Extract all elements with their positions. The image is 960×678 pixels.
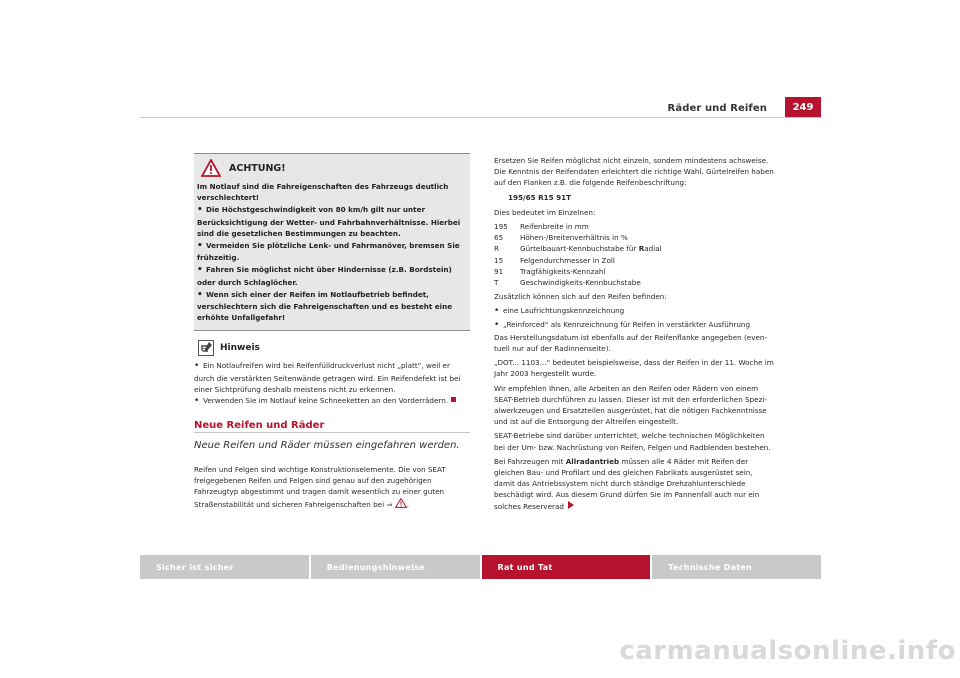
tab-technische-daten[interactable]: Technische Daten (652, 555, 821, 579)
spec-row: 195 Reifenbreite in mm (494, 222, 589, 232)
section-subtitle: Neue Reifen und Räder müssen eingefahren werden. (194, 440, 460, 451)
extras-intro: Zusätzlich können sich auf den Reifen befinden: (494, 292, 667, 302)
warning-title: ACHTUNG! (229, 162, 286, 174)
warning-intro: Im Notlauf sind die Fahreigenschaften des Fahrzeugs deutlich verschlechtert! (197, 182, 449, 203)
page-number: 249 (785, 97, 821, 117)
extras-item: • eine Laufrichtungskennzeichnung (494, 306, 625, 317)
note-title: Hinweis (220, 343, 260, 354)
warning-reference-icon[interactable] (395, 498, 407, 508)
note-header (194, 339, 470, 357)
tab-sicher-ist-sicher[interactable]: Sicher ist sicher (140, 555, 309, 579)
left-column (194, 153, 470, 407)
bullet-icon: • (197, 289, 203, 300)
warning-header (197, 158, 466, 178)
extras-item: • „Reinforced“ als Kennzeichnung für Reifen in verstärkter Ausführung (494, 319, 751, 330)
section-title: Neue Reifen und Räder (194, 420, 325, 431)
bullet-icon: • (194, 396, 200, 407)
warning-item: • Wenn sich einer der Reifen im Notlaufbetrieb befindet, verschlechtern sich die Fahreigenschaften und es besteht eine erhöhte Unfallgefahr! (197, 289, 453, 323)
spec-intro: Dies bedeutet im Einzelnen: (494, 207, 596, 217)
continue-arrow-icon (568, 501, 574, 509)
spec-row: 91 Tragfähigkeits-Kennzahl (494, 266, 606, 276)
spec-row: 15 Felgendurchmesser in Zoll (494, 255, 615, 265)
warning-item: • Die Höchstgeschwindigkeit von 80 km/h gilt nur unter Berücksichtigung der Wetter- und Fahrbahnverhältnisse. Hierbei sind die gesetzlichen Bestimmungen zu beachten. (197, 205, 461, 238)
watermark: carmanualsonline.info (619, 636, 956, 666)
bullet-icon: • (197, 241, 203, 252)
spec-row: R Gürtelbauart-Kennbuchstabe für Radial (494, 244, 662, 254)
bullet-icon: • (494, 319, 500, 330)
bullet-icon: • (194, 361, 200, 372)
running-header-title: Räder und Reifen (667, 103, 767, 114)
tab-rat-und-tat[interactable]: Rat und Tat (482, 555, 651, 579)
footer-nav (140, 555, 821, 579)
workshop-recommendation-paragraph: Wir empfehlen Ihnen, alle Arbeiten an den Reifen oder Rädern von einem SEAT-Betrieb durchführen zu lassen. Dieser ist mit den erforderlichen Spezialwerkzeugen und Ersatzteilen ausgerüstet, hat die nötigen Fachkenntnisse und ist auf die Entsorgung der Altreifen eingestellt. (494, 383, 767, 427)
bullet-icon: • (494, 306, 500, 317)
tab-bedienungshinweise[interactable]: Bedienungshinweise (311, 555, 480, 579)
spec-row: 65 Höhen-/Breitenverhältnis in % (494, 233, 628, 243)
manufacture-date-paragraph: Das Herstellungsdatum ist ebenfalls auf der Reifenflanke angegeben (eventuell nur auf der Radinnenseite). (494, 332, 768, 354)
warning-triangle-icon (201, 159, 221, 177)
note-item: • Ein Notlaufreifen wird bei Reifenfülldruckverlust nicht „platt“, weil er durch die verstärkten Seitenwände getragen wird. Ein Reifendefekt ist bei einer Sichtprüfung deshalb meistens nicht zu erkennen. (194, 361, 461, 394)
header-divider (140, 117, 821, 118)
note-icon (198, 340, 214, 356)
dot-example-paragraph: „DOT... 1103...“ bedeutet beispielsweise, dass der Reifen in der 11. Woche im Jahr 2003 hergestellt wurde. (494, 358, 774, 379)
right-column (494, 155, 774, 515)
section-end-marker-icon (451, 397, 456, 402)
retrofit-paragraph: SEAT-Betriebe sind darüber unterrichtet, welche technischen Möglichkeiten bei der Um- bzw. Nachrüstung von Reifen, Felgen und Radblenden bestehen. (494, 431, 771, 452)
warning-item: • Vermeiden Sie plötzliche Lenk- und Fahrmanöver, bremsen Sie frühzeitig. (197, 241, 460, 263)
section-divider (194, 432, 470, 433)
tyre-intro-paragraph: Ersetzen Sie Reifen möglichst nicht einzeln, sondern mindestens achsweise. Die Kenntnis der Reifendaten erleichtert die richtige Wahl. Gürtelreifen haben auf den Flanken z.B. die folgende Reifenbeschriftung: (494, 156, 774, 188)
warning-item: • Fahren Sie möglichst nicht über Hindernisse (z.B. Bordstein) oder durch Schlaglöcher. (197, 265, 452, 287)
section-body: Reifen und Felgen sind wichtige Konstruktionselemente. Die von SEAT freigegebenen Reifen und Felgen sind genau auf den zugehörigen Fahrzeugtyp abgestimmt und tragen damit wesentlich zu einer guten Straßenstabilität und sicheren Fahreigenschaften bei ⇒ . (194, 465, 446, 509)
warning-box (194, 153, 470, 331)
bullet-icon: • (197, 265, 203, 276)
spec-row: T Geschwindigkeits-Kennbuchstabe (494, 278, 641, 288)
note-item: • Verwenden Sie im Notlauf keine Schneeketten an den Vorderrädern. (194, 395, 470, 407)
tyre-code-example: 195/65 R15 91T (508, 192, 572, 202)
bullet-icon: • (197, 205, 203, 216)
awd-paragraph: Bei Fahrzeugen mit Allradantrieb müssen alle 4 Räder mit Reifen der gleichen Bau- und Profilart und des gleichen Fabrikats ausgerüstet sein, damit das Antriebssystem nicht durch ständige Drehzahlunterschiede beschädigt wird. Aus diesem Grund dürfen Sie im Pannenfall auch nur ein solches Reserverad (494, 456, 760, 511)
